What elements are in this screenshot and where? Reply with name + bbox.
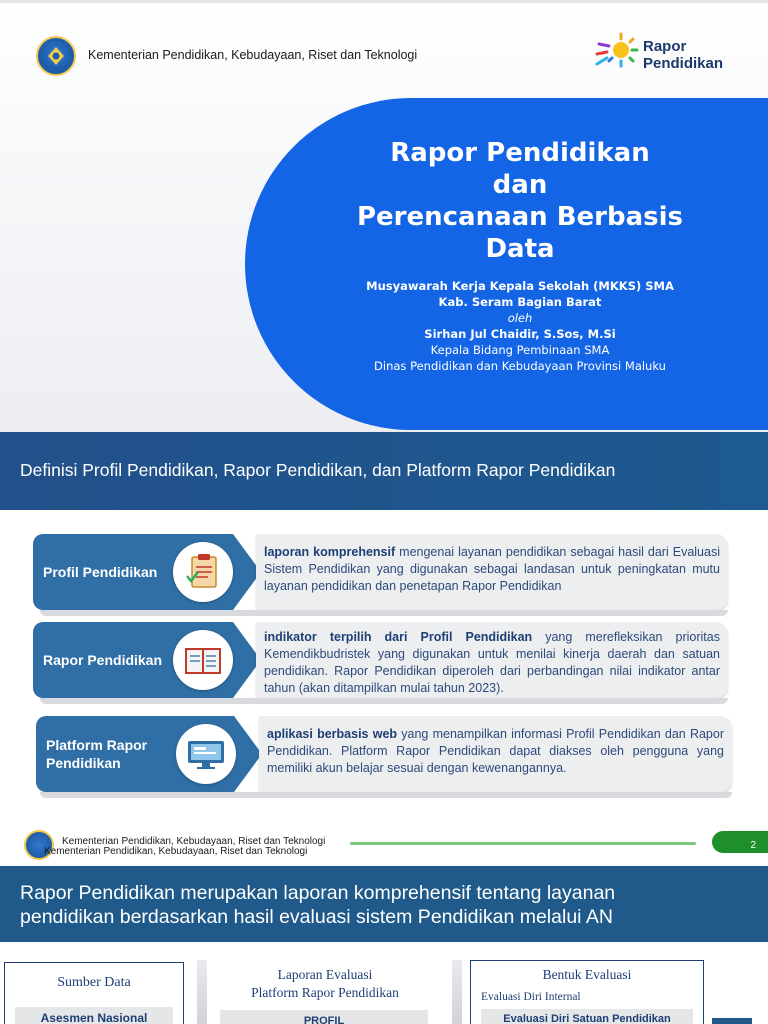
rapor-pendidikan-logo [593, 30, 743, 80]
presenter-role: Kepala Bidang Pembinaan SMA [430, 343, 610, 357]
arrow-shape [712, 1018, 752, 1024]
title-slide [0, 0, 768, 432]
definition-label: Rapor Pendidikan [33, 622, 233, 698]
sumber-data-box [4, 962, 184, 1024]
definition-label: Profil Pendidikan [33, 534, 233, 610]
slide-title: Definisi Profil Pendidikan, Rapor Pendidikan, dan Platform Rapor Pendidikan [20, 460, 616, 480]
definition-label: Platform Rapor Pendidikan [36, 716, 234, 792]
box-title: Bentuk Evaluasi [542, 967, 632, 982]
rapor-overview-slide [0, 864, 768, 1024]
slide-header [0, 432, 768, 510]
row-shadow [40, 792, 732, 798]
definitions-slide [0, 432, 768, 864]
footer-ministry-overlap: Kementerian Pendidikan, Kebudayaan, Riset dan Teknologi [44, 846, 308, 857]
arrow-shape [452, 960, 462, 1024]
top-divider [0, 0, 768, 3]
page-number: 2 [712, 831, 768, 853]
box-subtitle: Evaluasi Diri Internal [481, 991, 581, 1003]
open-book-icon [173, 630, 233, 690]
slide-title: Rapor Pendidikan dan Perencanaan Berbasis Data [356, 138, 684, 264]
ministry-name: Kementerian Pendidikan, Kebudayaan, Riset dan Teknologi [88, 48, 418, 62]
slide-subtitle [330, 278, 710, 374]
presenter-name: Sirhan Jul Chaidir, S.Sos, M.Si [424, 327, 616, 341]
definition-text: aplikasi berbasis web yang menampilkan informasi Profil Pendidikan dan Rapor Pendidikan. Platform Rapor Pendidikan dapat diakses oleh pengguna yang memiliki akun belajar sesuai dengan kewenangannya. [259, 716, 732, 792]
footer-ministry: Kementerian Pendidikan, Kebudayaan, Riset dan Teknologi [62, 836, 326, 847]
arrow-shape [197, 960, 207, 1024]
presenter-office: Dinas Pendidikan dan Kebudayaan Provinsi Maluku [374, 359, 666, 373]
event-location: Kab. Seram Bagian Barat [438, 295, 602, 309]
by-label: oleh [507, 311, 533, 325]
clipboard-icon [173, 542, 233, 602]
event-name: Musyawarah Kerja Kepala Sekolah (MKKS) SMA [366, 279, 674, 293]
row-shadow [40, 610, 728, 616]
footer-line [350, 842, 696, 845]
sun-icon [593, 30, 639, 76]
box-title: Sumber Data [57, 975, 131, 990]
box-item: Evaluasi Diri Satuan Pendidikan [481, 1009, 693, 1024]
slide-header [0, 866, 768, 942]
laporan-title: Laporan Evaluasi Platform Rapor Pendidikan [251, 967, 399, 1000]
slide-title: Rapor Pendidikan merupakan laporan komprehensif tentang layanan pendidikan berdasarkan hasil evaluasi sistem Pendidikan melalui AN [20, 882, 616, 928]
profil-item: PROFIL [220, 1010, 428, 1024]
bentuk-evaluasi-box [470, 960, 704, 1024]
brand-name: Rapor Pendidikan [643, 38, 724, 72]
arrow-shape [234, 716, 262, 792]
monitor-icon [176, 724, 236, 784]
definition-text: laporan komprehensif mengenai layanan pendidikan sebagai hasil dari Evaluasi Sistem Pendidikan yang digunakan sebagai landasan untuk peningkatan mutu layanan pendidikan dan penetapan Rapor Pendidikan [256, 534, 728, 610]
tut-wuri-handayani-logo [36, 36, 76, 76]
definition-text: indikator terpilih dari Profil Pendidikan yang merefleksikan prioritas Kemendikbudristek yang digunakan untuk menilai kinerja daerah dan satuan pendidikan. Rapor Pendidikan diperoleh dari perbandingan nilai indikator antar tahun (akan ditampilkan mulai tahun 2023). [256, 622, 728, 698]
box-item: Asesmen Nasional [15, 1007, 173, 1024]
row-shadow [40, 698, 728, 704]
